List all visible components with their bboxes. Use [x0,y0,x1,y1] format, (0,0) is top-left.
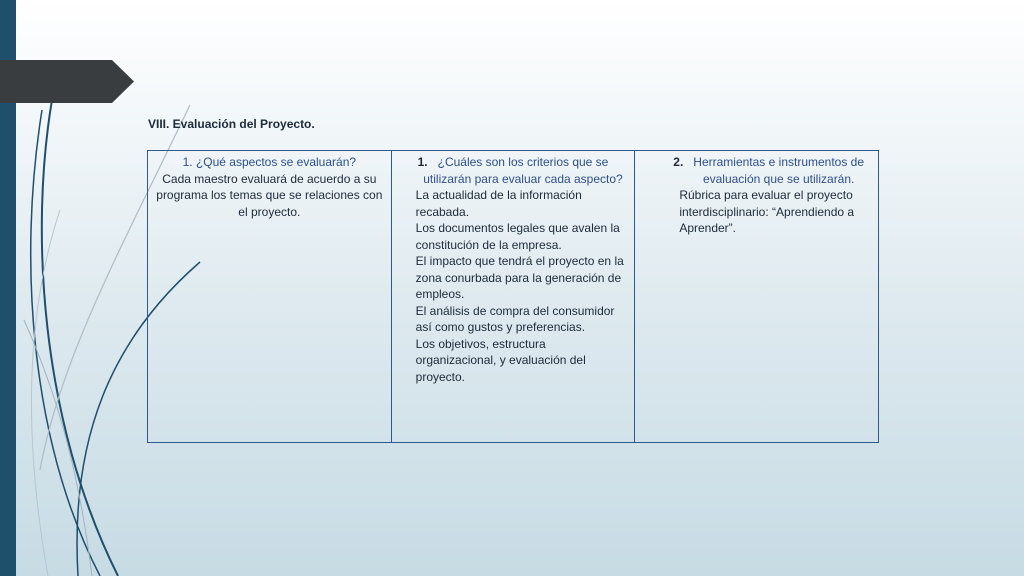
column-question: ¿Cuáles son los criterios que se utilizarán para evaluar cada aspecto? [423,155,623,186]
table-row [148,151,879,443]
title-tab-shape [0,60,134,103]
column-question: Herramientas e instrumentos de evaluación que se utilizarán. [693,155,865,186]
column-number: 1. [417,155,428,169]
cell-text: Los objetivos, estructura organizacional, y evaluación del proyecto. [415,336,586,384]
cell-text: El análisis de compra del consumidor así como gustos y preferencias. [415,303,615,334]
column-question: ¿Qué aspectos se evaluarán? [195,155,357,169]
evaluation-table [147,150,879,443]
cell-text: Cada maestro evaluará de acuerdo a su programa los temas que se relaciones con el proyecto. [156,171,383,219]
table-cell-criteria [391,151,635,443]
cell-text: Los documentos legales que avalen la constitución de la empresa. [415,221,620,252]
column-header [154,154,385,171]
column-header [398,154,629,187]
column-header [641,154,872,187]
cell-text: La actualidad de la información recabada. [415,188,582,219]
cell-text: El impacto que tendrá el proyecto en la zona conurbada para la generación de empleos. [415,254,624,301]
column-number: 2. [673,155,684,169]
slide-title: VIII. Evaluación del Proyecto. [148,117,315,131]
table-cell-tools [635,151,879,443]
cell-text: Rúbrica para evaluar el proyecto interdisciplinario: “Aprendiendo a Aprender”. [679,188,855,235]
column-number: 1. [182,155,193,169]
table-cell-aspects [148,151,392,443]
